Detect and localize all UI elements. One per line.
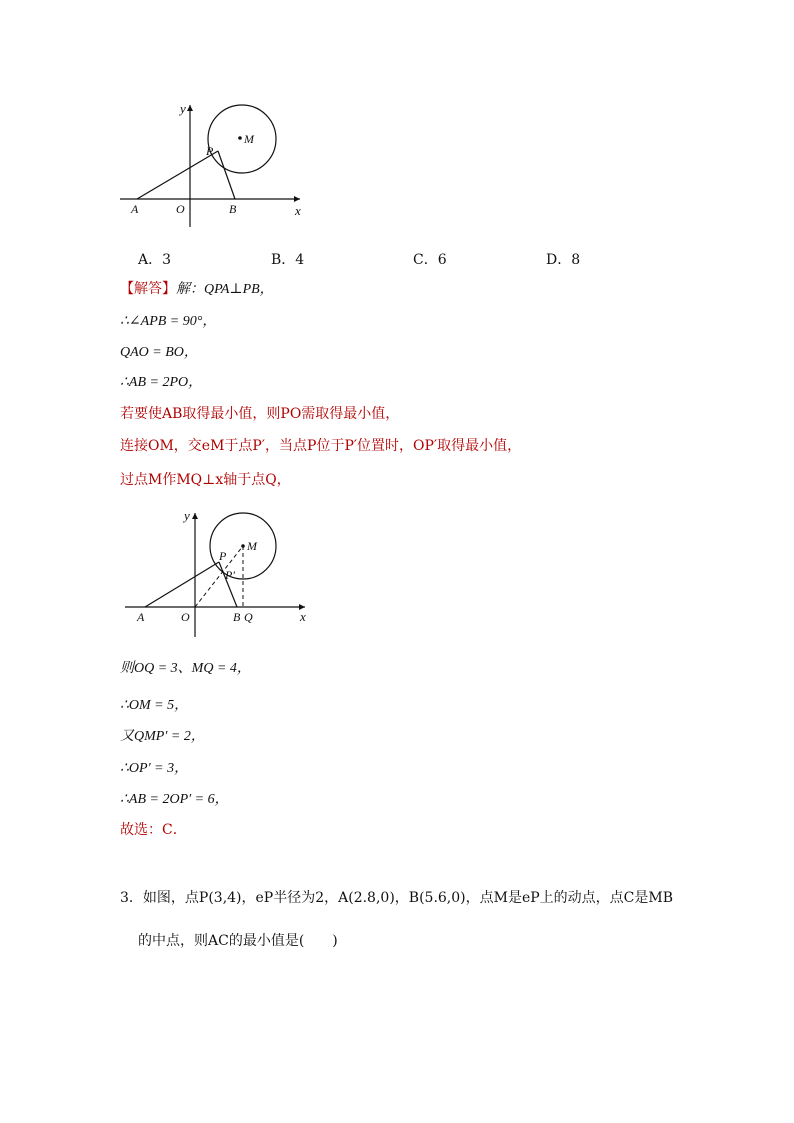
label-A: A <box>131 202 139 216</box>
solution2-line-4: ∴OP′ = 3， <box>120 761 189 776</box>
label-Q: Q <box>244 610 253 624</box>
label-O: O <box>176 202 185 216</box>
label-x: x <box>295 203 301 218</box>
question-3-line-1: 3．如图，点P(3,4)，eP半径为2，A(2.8,0)，B(5.6,0)，点M是eP上的动点，点C是MB <box>120 890 673 906</box>
solution-line-5: 若要使AB取得最小值，则PO需取得最小值， <box>120 406 400 422</box>
solution2-line-1: 则OQ = 3、MQ = 4， <box>120 661 251 676</box>
solution-header: 【解答】 <box>120 281 176 297</box>
solution-line-3: QAO = BO， <box>120 345 198 360</box>
solution-line-1: 【解答】解：QPA⊥PB， <box>120 281 274 297</box>
option-a: A．3 <box>138 252 172 268</box>
label-y: y <box>180 101 186 116</box>
label-M: M <box>244 132 254 146</box>
figure-1-diagram <box>110 95 320 235</box>
solution-line-7: 过点M作MQ⊥x轴于点Q， <box>120 472 291 488</box>
option-b: B．4 <box>271 252 305 268</box>
label-M: M <box>247 539 257 553</box>
label-A: A <box>137 610 145 624</box>
solution2-answer: 故选：C． <box>120 822 187 838</box>
solution2-line-2: ∴OM = 5， <box>120 698 189 713</box>
label-B: B <box>233 610 241 624</box>
figure-2-diagram <box>115 503 325 643</box>
option-d: D．8 <box>546 252 581 268</box>
label-P: P <box>206 144 214 158</box>
label-y: y <box>184 508 190 523</box>
question-3-line-2: 的中点，则AC的最小值是( ) <box>138 933 338 949</box>
option-c: C．6 <box>413 252 447 268</box>
solution-line-4: ∴AB = 2PO， <box>120 375 203 390</box>
label-P: P <box>219 549 227 563</box>
solution-line-6: 连接OM，交eM于点P′，当点P位于P′位置时，OP′取得最小值， <box>120 438 522 454</box>
label-x: x <box>300 609 306 624</box>
label-O: O <box>181 610 190 624</box>
label-P-prime: P′ <box>225 568 235 582</box>
solution2-line-3: 又QMP′ = 2， <box>120 729 205 744</box>
solution-line-2: ∴∠APB = 90°， <box>120 314 217 329</box>
label-B: B <box>229 202 237 216</box>
solution2-line-5: ∴AB = 2OP′ = 6， <box>120 792 229 807</box>
